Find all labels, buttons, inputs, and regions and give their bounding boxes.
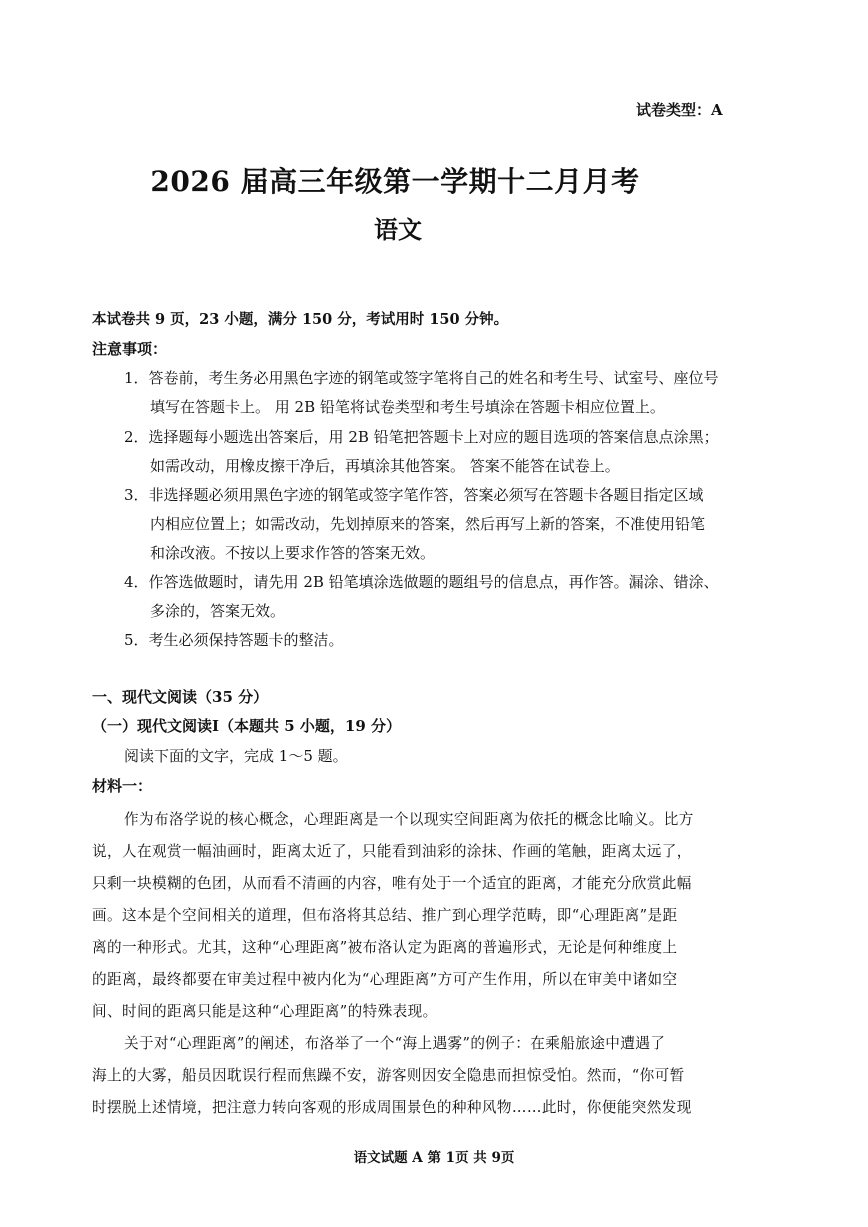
note-1-line-1: 1．答卷前，考生务必用黑色字迹的钢笔或签字笔将自己的姓名和考生号、试室号、座位号 — [124, 369, 719, 387]
page-footer: 语文试题 A 第 1页 共 9页 — [353, 1150, 515, 1166]
passage-line: 离的一种形式。尤其，这种“心理距离”被布洛认定为距离的普遍形式，无论是何种维度上 — [92, 939, 678, 956]
note-3-line-2: 内相应位置上；如需改动，先划掉原来的答案，然后再写上新的答案，不准使用铅笔 — [150, 515, 706, 533]
notes-heading: 注意事项： — [92, 340, 168, 358]
note-2-line-1: 2．选择题每小题选出答案后，用 2B 铅笔把答题卡上对应的题目选项的答案信息点涂黑； — [124, 428, 719, 446]
passage-line: 画。这本是个空间相关的道理，但布洛将其总结、推广到心理学范畴，即“心理距离”是距 — [92, 907, 678, 924]
passage-line: 只剩一块模糊的色团，从而看不清画的内容，唯有处于一个适宜的距离，才能充分欣赏此幅 — [92, 875, 692, 892]
material-label: 材料一： — [92, 777, 153, 795]
passage-line: 说，人在观赏一幅油画时，距离太近了，只能看到油彩的涂抹、作画的笔触，距离太远了， — [92, 843, 692, 860]
subsection-heading: （一）现代文阅读Ⅰ（本题共 5 小题，19 分） — [92, 717, 401, 735]
paper-type-label: 试卷类型：A — [636, 101, 723, 119]
passage-line: 关于对“心理距离”的阐述，布洛举了一个“海上遇雾”的例子：在乘船旅途中遭遇了 — [124, 1035, 666, 1052]
note-3-line-3: 和涂改液。不按以上要求作答的答案无效。 — [150, 544, 436, 562]
note-1-line-2: 填写在答题卡上。 用 2B 铅笔将试卷类型和考生号填涂在答题卡相应位置上。 — [150, 398, 665, 416]
note-4-line-1: 4．作答选做题时，请先用 2B 铅笔填涂选做题的题组号的信息点，再作答。漏涂、错涂、 — [124, 573, 719, 591]
note-4-line-2: 多涂的，答案无效。 — [150, 602, 286, 620]
exam-intro: 本试卷共 9 页，23 小题，满分 150 分，考试用时 150 分钟。 — [92, 311, 509, 328]
note-3-line-1: 3．非选择题必须用黑色字迹的钢笔或签字笔作答，答案必须写在答题卡各题目指定区域 — [124, 486, 704, 504]
exam-subject: 语文 — [374, 215, 422, 244]
note-5-line-1: 5．考生必须保持答题卡的整洁。 — [124, 631, 344, 649]
passage-line: 的距离，最终都要在审美过程中被内化为“心理距离”方可产生作用，所以在审美中诸如空 — [92, 971, 678, 988]
passage-line: 海上的大雾，船员因耽误行程而焦躁不安，游客则因安全隐患而担惊受怕。然而，“你可暂 — [92, 1067, 685, 1084]
passage-line: 时摆脱上述情境，把注意力转向客观的形成周围景色的种种风物……此时，你便能突然发现 — [92, 1099, 692, 1116]
reading-instruction: 阅读下面的文字，完成 1～5 题。 — [124, 747, 348, 765]
section-heading: 一、现代文阅读（35 分） — [92, 688, 269, 706]
passage-line: 间、时间的距离只能是这种“心理距离”的特殊表现。 — [92, 1003, 438, 1020]
passage-line: 作为布洛学说的核心概念，心理距离是一个以现实空间距离为依托的概念比喻义。比方 — [124, 811, 694, 828]
exam-title: 2026 届高三年级第一学期十二月月考 — [150, 165, 640, 198]
note-2-line-2: 如需改动，用橡皮擦干净后，再填涂其他答案。 答案不能答在试卷上。 — [150, 457, 620, 475]
